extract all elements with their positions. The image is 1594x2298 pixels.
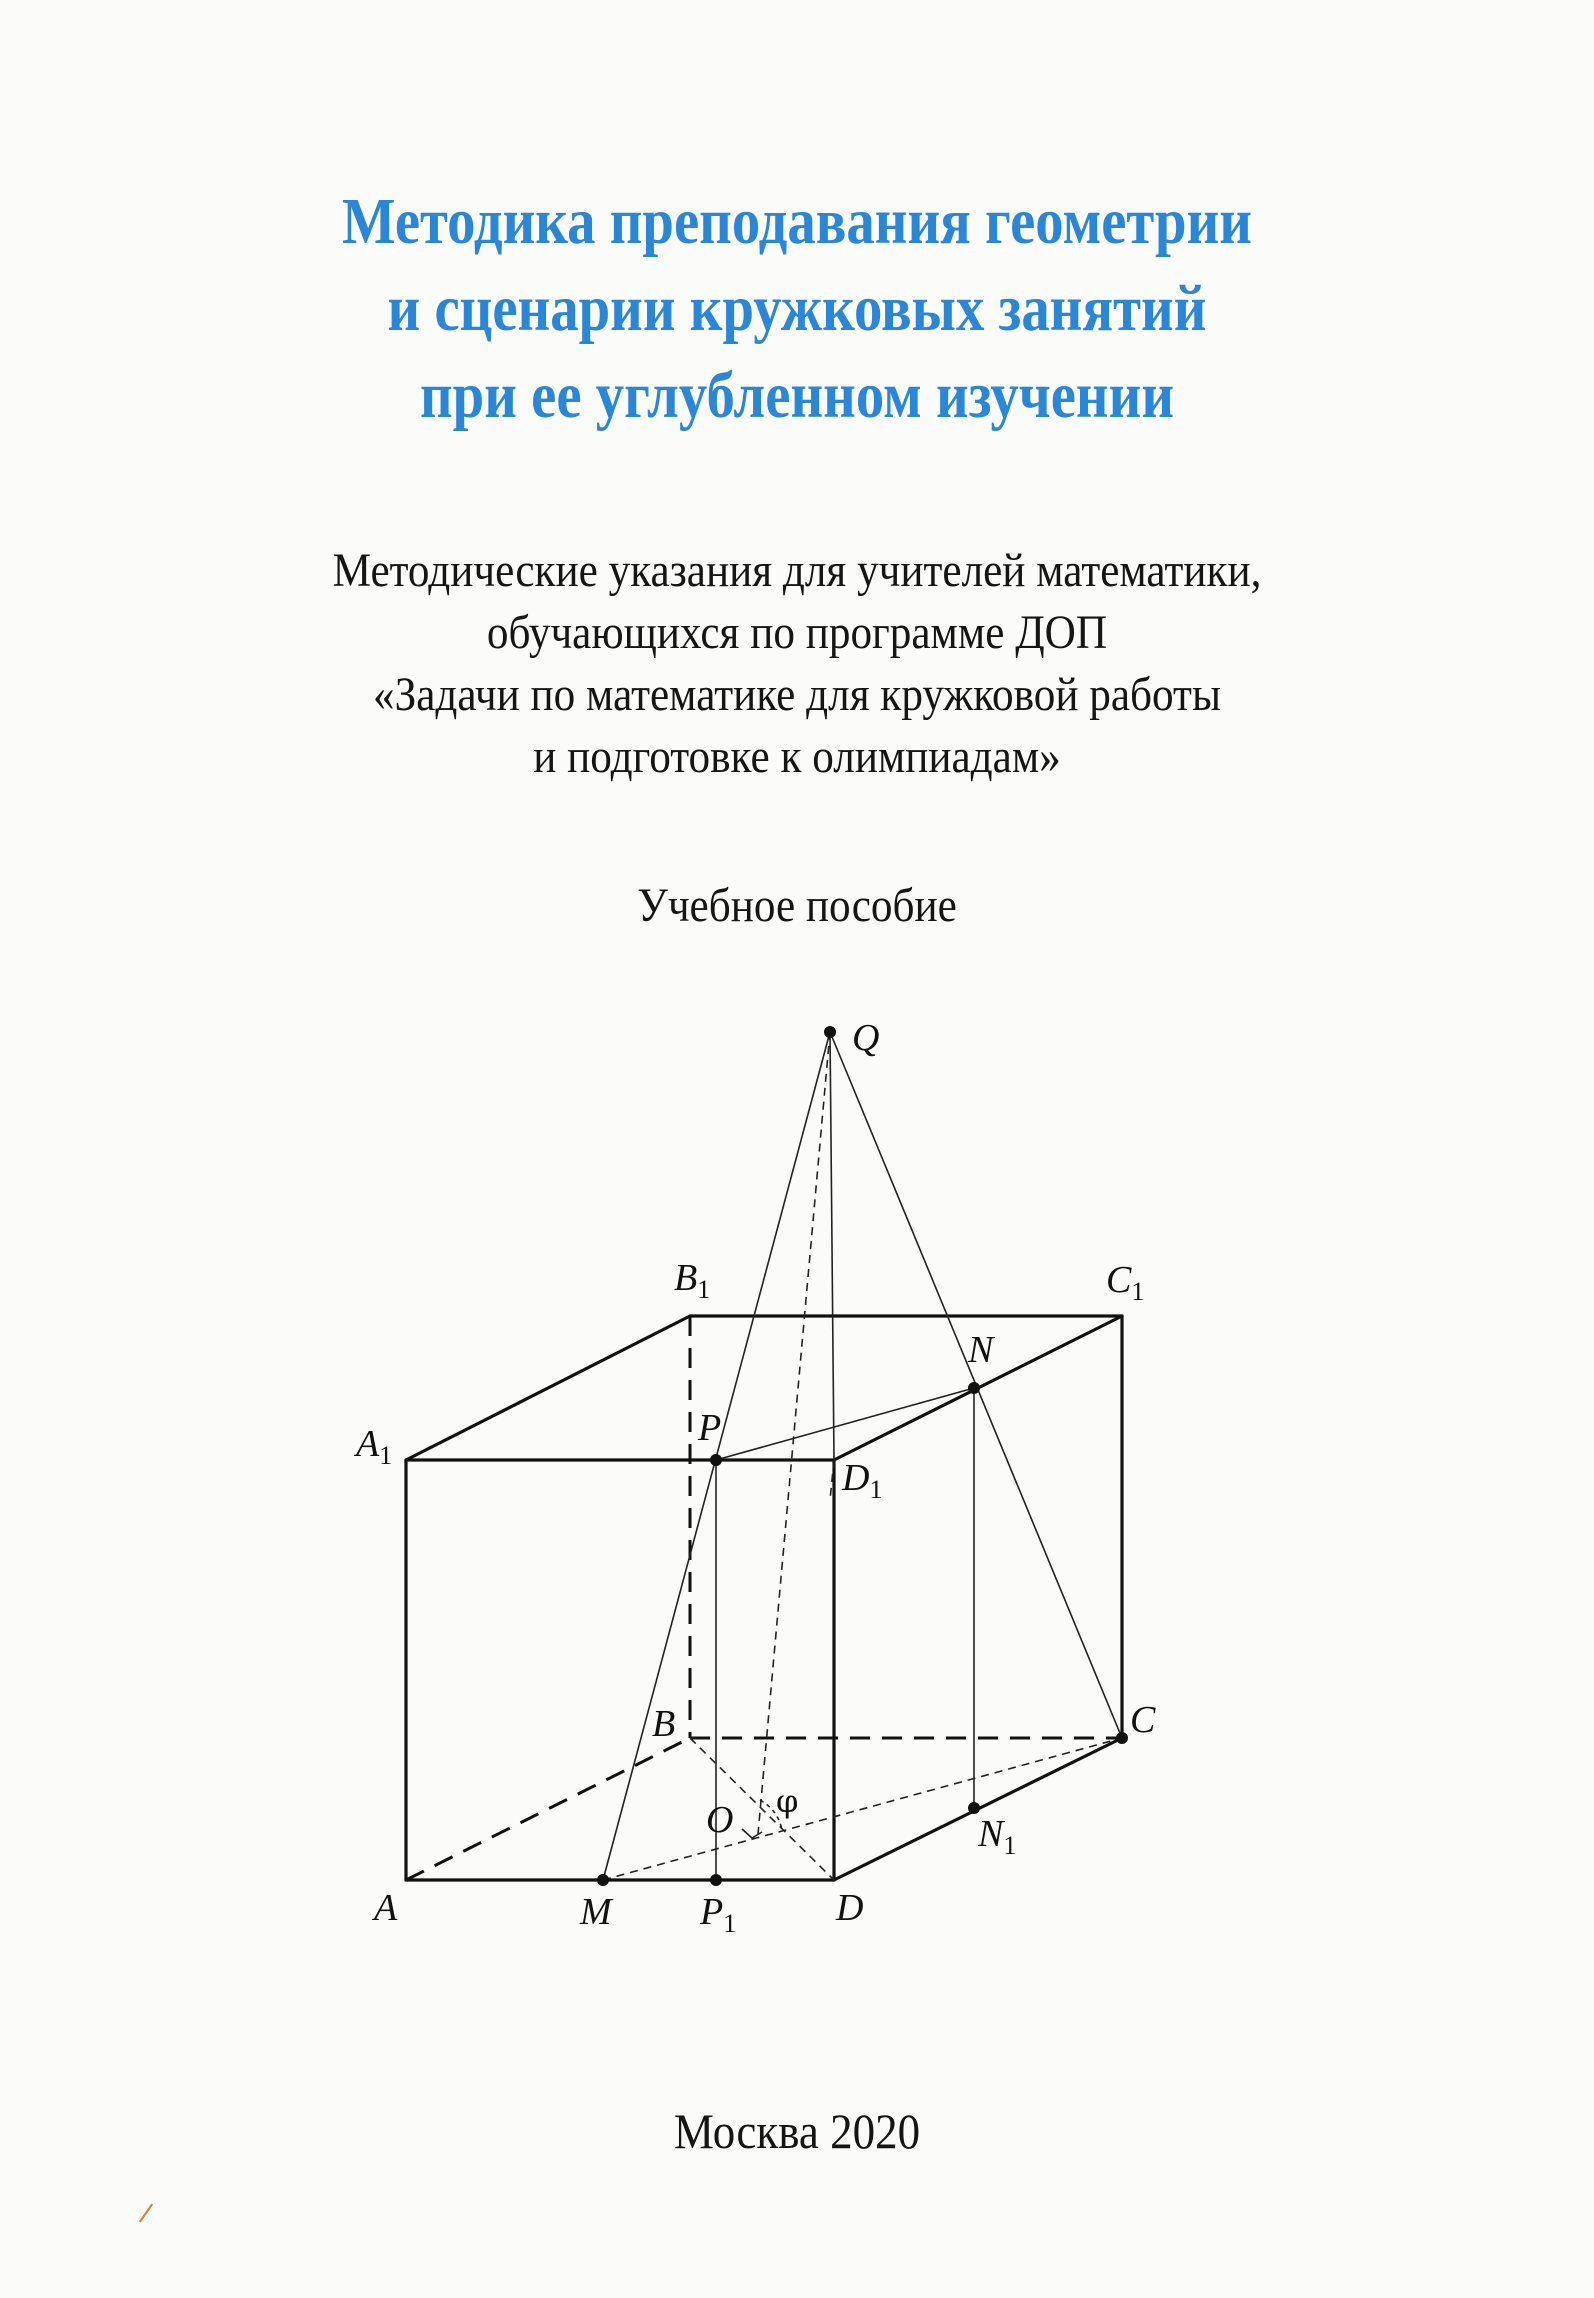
label-b: B <box>652 1703 676 1745</box>
subtitle-line-1: Методические указания для учителей математики, <box>332 544 1262 597</box>
label-phi: φ <box>776 1782 799 1820</box>
line-q-o <box>758 1032 830 1834</box>
line-q-d1 <box>830 1032 834 1460</box>
point-c <box>1116 1732 1128 1744</box>
point-p1 <box>710 1874 722 1886</box>
subtitle-line-3: «Задачи по математике для кружковой работы <box>373 668 1221 721</box>
edge-a-b <box>406 1738 690 1880</box>
subtitle-line-2: обучающихся по программе ДОП <box>486 606 1108 659</box>
figure-points <box>597 1026 1128 1886</box>
publication-place-year: Москва 2020 <box>673 2103 921 2159</box>
title-line-3: при ее углубленном изучении <box>419 359 1175 432</box>
cube-hidden-edges <box>406 1316 1122 1880</box>
line-p-n <box>716 1388 974 1460</box>
label-n1: $N_1$ <box>978 1813 1017 1860</box>
edge-a1-b1 <box>406 1316 690 1460</box>
line-m-c <box>603 1738 1122 1880</box>
point-m <box>597 1874 609 1886</box>
label-m: M <box>580 1891 612 1933</box>
label-a: A <box>374 1887 398 1929</box>
cube-visible-edges <box>406 1316 1122 1880</box>
label-d1: $D_1$ <box>842 1457 883 1504</box>
document-type-label: Учебное пособие <box>637 879 957 932</box>
label-q: Q <box>852 1017 880 1059</box>
label-c1: $C_1$ <box>1106 1259 1145 1306</box>
label-p1: $P_1$ <box>700 1891 737 1938</box>
construction-lines <box>603 1032 1122 1880</box>
title-line-1: Методика преподавания геометрии <box>341 185 1252 258</box>
point-p <box>710 1454 722 1466</box>
label-b1: $B_1$ <box>674 1257 711 1304</box>
label-c: C <box>1130 1699 1156 1741</box>
label-n: N <box>968 1329 994 1371</box>
label-o: O <box>706 1799 734 1841</box>
construction-hidden-lines <box>603 1032 1122 1880</box>
subtitle-line-4: и подготовке к олимпиадам» <box>533 730 1061 783</box>
label-a1: $A_1$ <box>356 1423 393 1470</box>
point-n <box>968 1382 980 1394</box>
title-line-2: и сценарии кружковых занятий <box>387 272 1207 345</box>
label-p: P <box>698 1407 722 1449</box>
label-d: D <box>836 1887 864 1929</box>
point-q <box>824 1026 836 1038</box>
